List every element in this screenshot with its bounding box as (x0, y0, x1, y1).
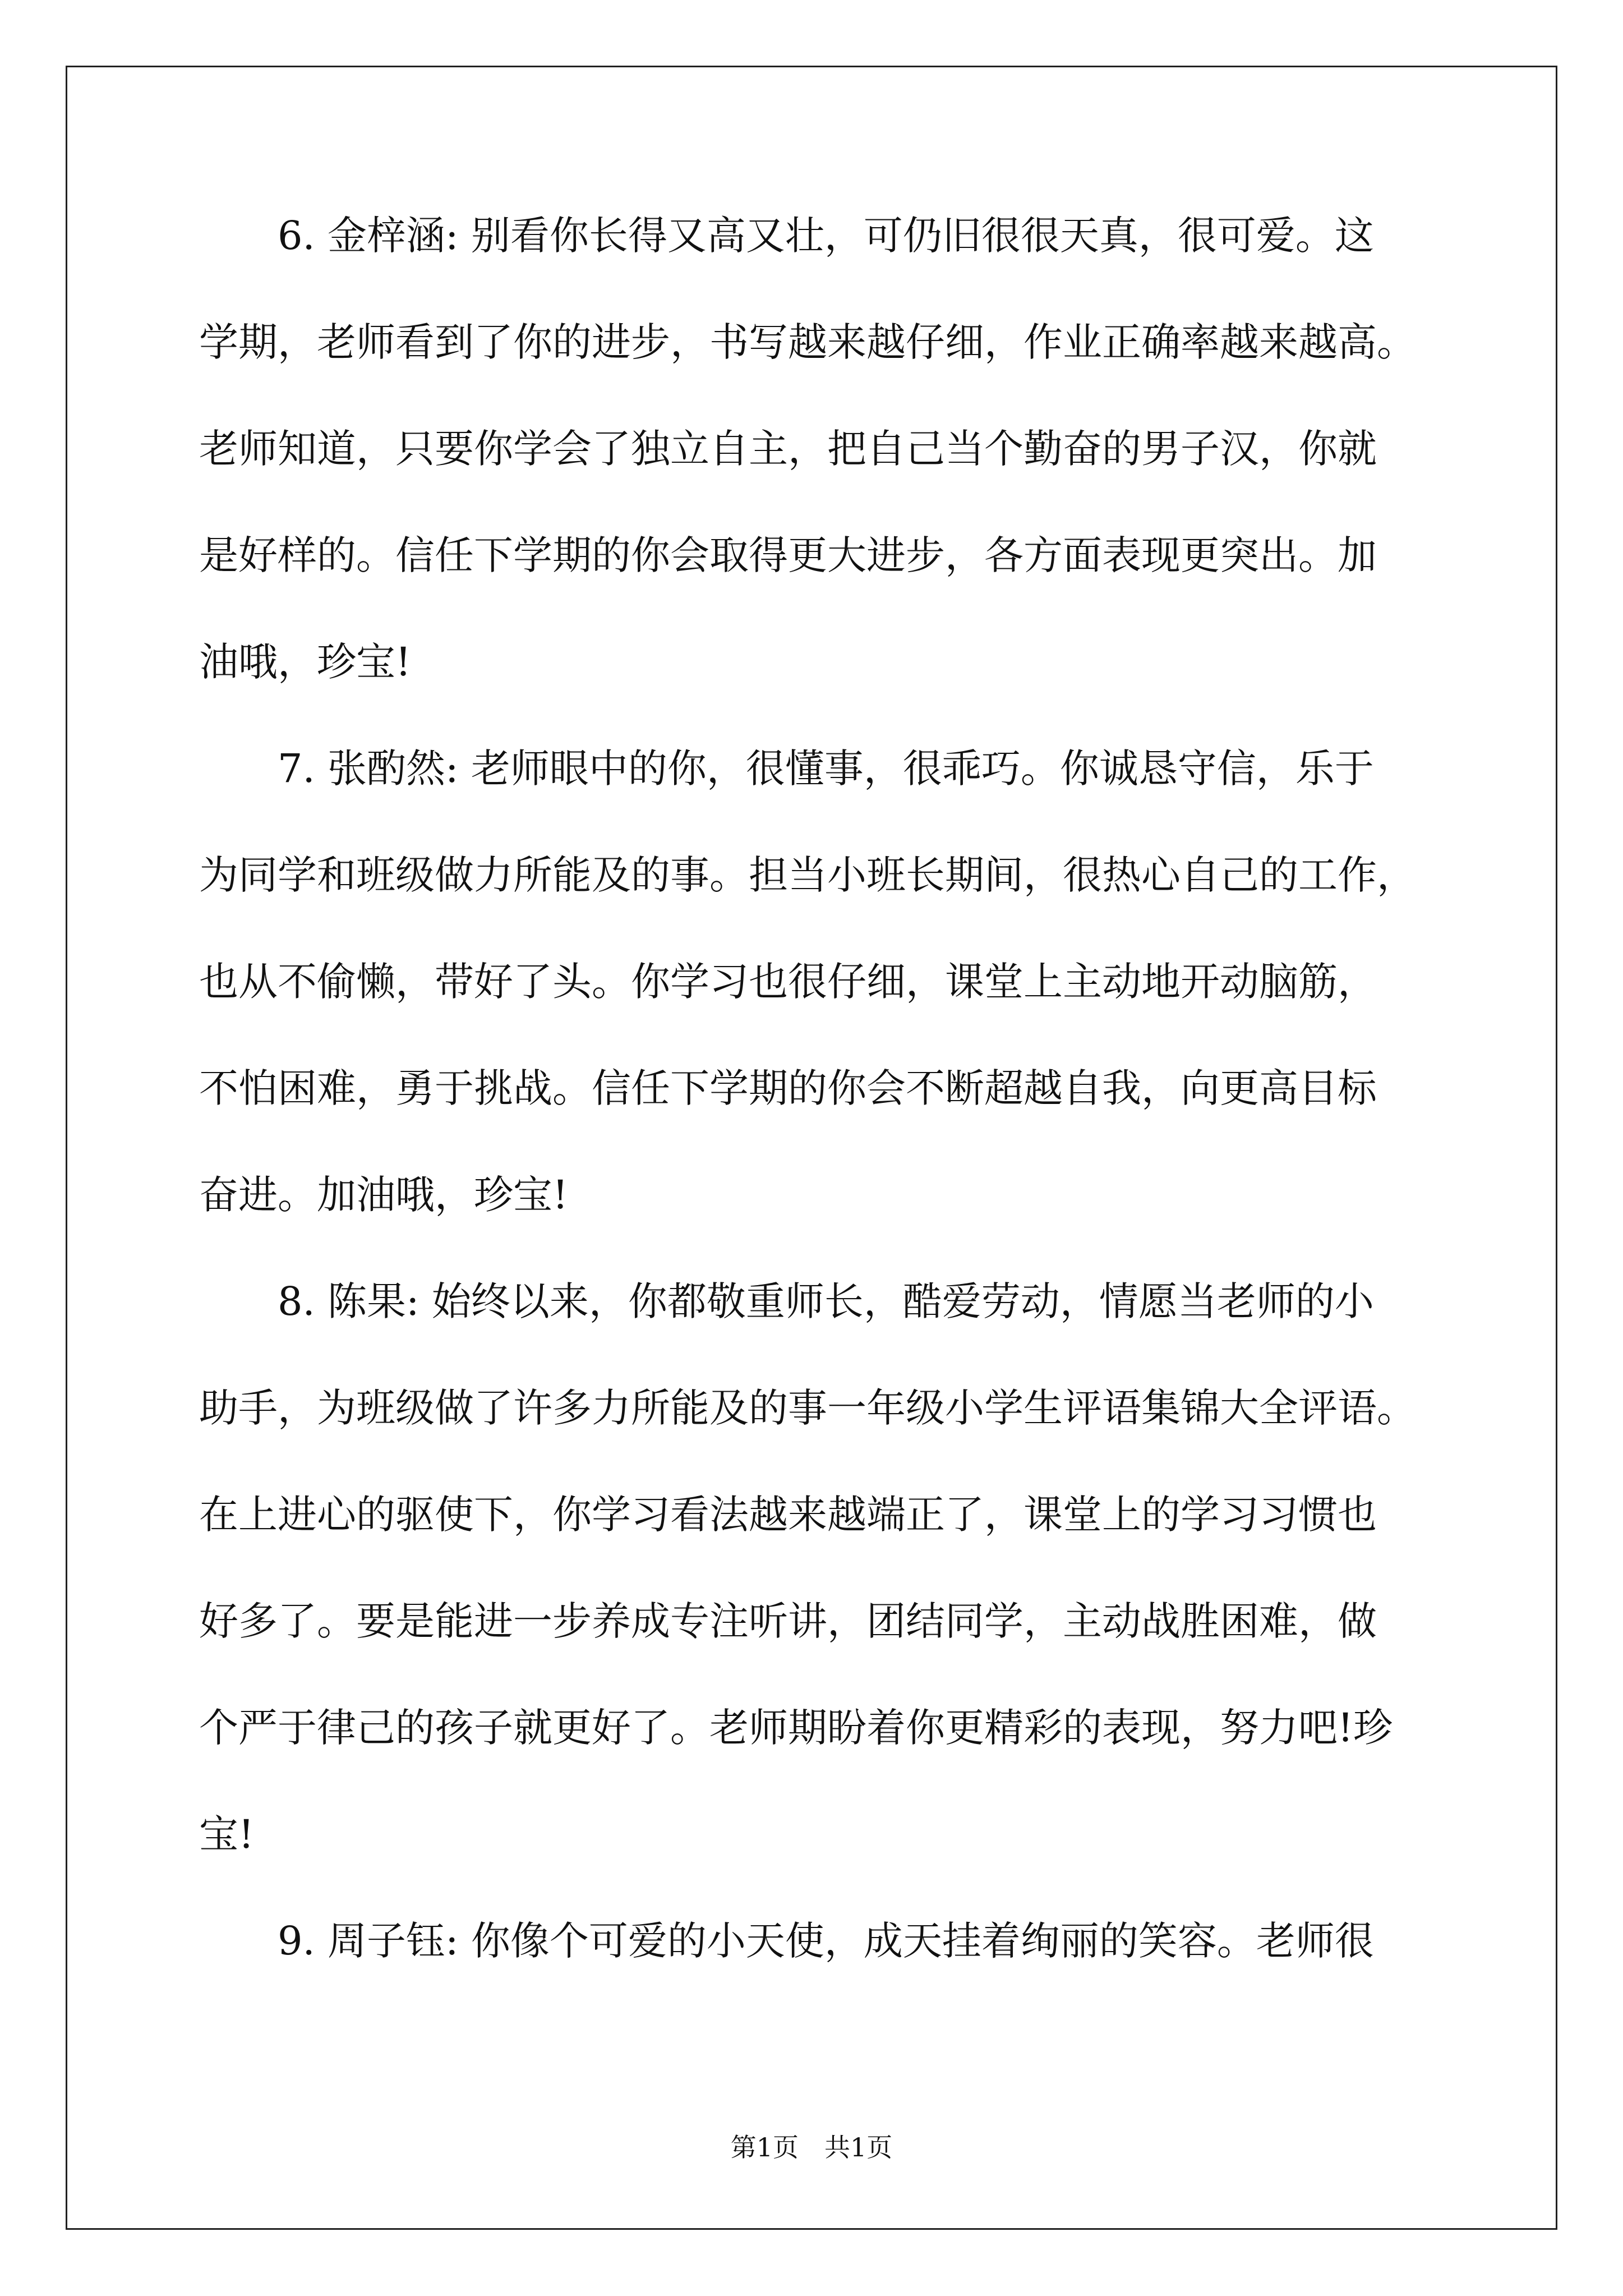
paragraph-6-line-2: 学期，老师看到了你的进步，书写越来越仔细，作业正确率越来越高。 (199, 319, 1416, 365)
paragraph-8-line-5: 个严于律己的孩子就更好了。老师期盼着你更精彩的表现，努力吧!珍 (199, 1705, 1393, 1751)
page-footer: 第1页 共1页 (730, 2132, 893, 2162)
paragraph-8-line-3: 在上进心的驱使下，你学习看法越来越端正了，课堂上的学习习惯也 (199, 1492, 1377, 1538)
paragraph-6-line-5: 油哦，珍宝! (199, 639, 412, 685)
paragraph-9-line-1: 9. 周子钰: 你像个可爱的小天使，成天挂着绚丽的笑容。老师很 (278, 1918, 1374, 1964)
paragraph-7-line-1: 7. 张酌然: 老师眼中的你，很懂事，很乖巧。你诚恳守信，乐于 (278, 746, 1374, 792)
paragraph-7-line-3: 也从不偷懒，带好了头。你学习也很仔细，课堂上主动地开动脑筋， (199, 959, 1377, 1005)
paragraph-6-line-3: 老师知道，只要你学会了独立自主，把自己当个勤奋的男子汉，你就 (199, 426, 1377, 472)
paragraph-6-line-1: 6. 金梓涵: 别看你长得又高又壮，可仍旧很很天真，很可爱。这 (278, 213, 1374, 259)
paragraph-8-line-4: 好多了。要是能进一步养成专注听讲，团结同学，主动战胜困难，做 (199, 1598, 1377, 1644)
paragraph-8-line-6: 宝! (199, 1811, 255, 1857)
paragraph-7-line-5: 奋进。加油哦，珍宝! (199, 1172, 569, 1218)
paragraph-6-line-4: 是好样的。信任下学期的你会取得更大进步，各方面表现更突出。加 (199, 532, 1377, 578)
paragraph-7-line-2: 为同学和班级做力所能及的事。担当小班长期间，很热心自己的工作， (199, 852, 1416, 898)
page-border (66, 66, 1557, 2230)
paragraph-8-line-2: 助手，为班级做了许多力所能及的事一年级小学生评语集锦大全评语。 (199, 1385, 1416, 1431)
paragraph-7-line-4: 不怕困难，勇于挑战。信任下学期的你会不断超越自我，向更高目标 (199, 1065, 1377, 1111)
paragraph-8-line-1: 8. 陈果: 始终以来，你都敬重师长，酷爱劳动，情愿当老师的小 (278, 1278, 1374, 1324)
